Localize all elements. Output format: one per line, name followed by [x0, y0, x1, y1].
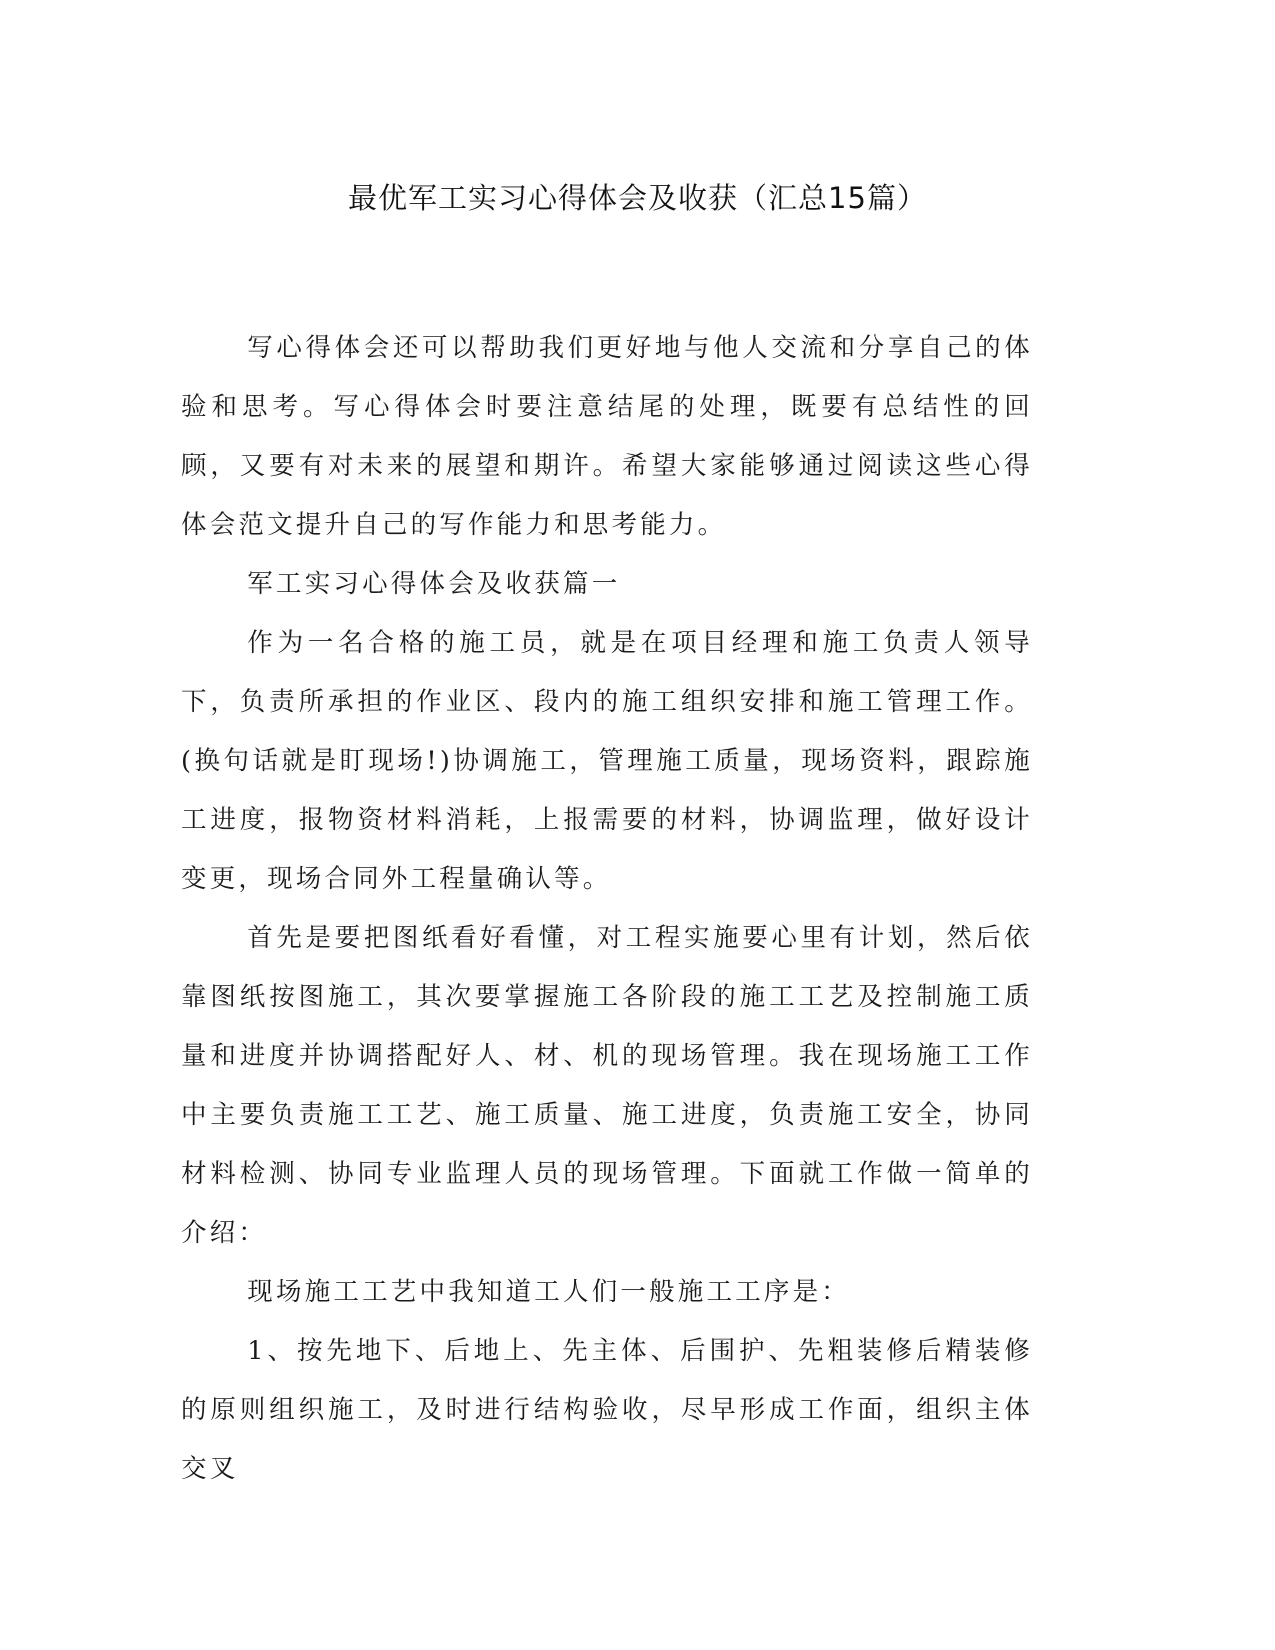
paragraph-role: 作为一名合格的施工员，就是在项目经理和施工负责人领导下，负责所承担的作业区、段内的施工组织安排和施工管理工作。(换句话就是盯现场!)协调施工，管理施工质量，现场资料，跟踪施工进度，报物资材料消耗，上报需要的材料，协调监理，做好设计变更，现场合同外工程量确认等。 — [181, 628, 1033, 894]
document-body — [181, 319, 1033, 1499]
paragraph-drawings: 首先是要把图纸看好看懂，对工程实施要心里有计划，然后依靠图纸按图施工，其次要掌握施工各阶段的施工工艺及控制施工质量和进度并协调搭配好人、材、机的现场管理。我在现场施工工作中主要负责施工工艺、施工质量、施工进度，负责施工安全，协同材料检测、协同专业监理人员的现场管理。下面就工作做一简单的介绍： — [181, 923, 1033, 1248]
document-title: 最优军工实习心得体会及收获（汇总15篇） — [348, 181, 927, 215]
paragraph-step-1: 1、按先地下、后地上、先主体、后围护、先粗装修后精装修的原则组织施工，及时进行结构验收，尽早形成工作面，组织主体交叉 — [181, 1336, 1033, 1484]
paragraph-process-intro: 现场施工工艺中我知道工人们一般施工工序是： — [247, 1277, 850, 1307]
section-heading: 军工实习心得体会及收获篇一 — [247, 569, 621, 599]
paragraph-intro: 写心得体会还可以帮助我们更好地与他人交流和分享自己的体验和思考。写心得体会时要注意结尾的处理，既要有总结性的回顾，又要有对未来的展望和期许。希望大家能够通过阅读这些心得体会范文提升自己的写作能力和思考能力。 — [181, 333, 1033, 540]
